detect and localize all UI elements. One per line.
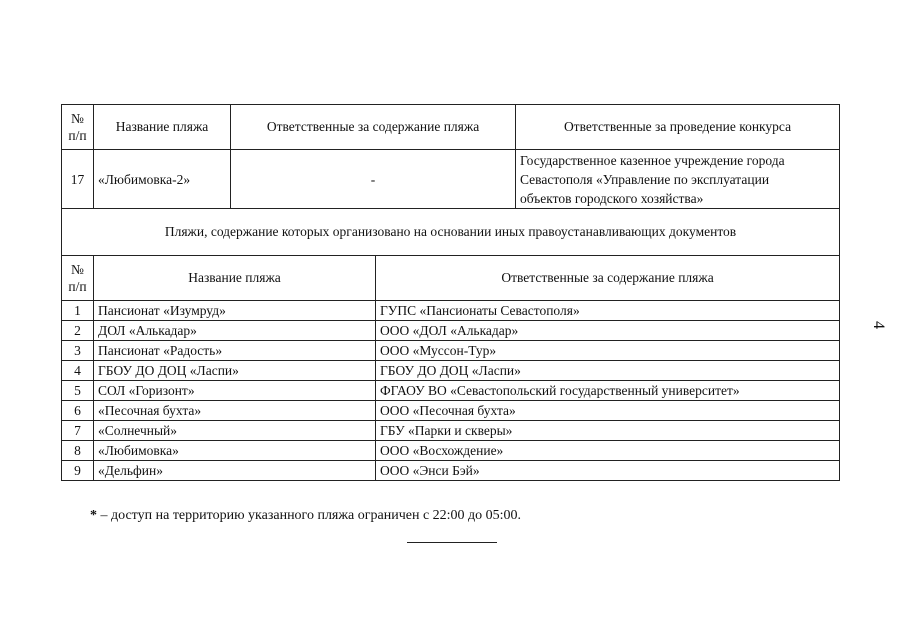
footnote-text: – доступ на территорию указанного пляжа ограничен с 22:00 до 05:00. [97, 508, 522, 523]
beaches-table [61, 104, 840, 481]
table-row [62, 150, 840, 209]
table-row [62, 421, 840, 441]
table-row [62, 461, 840, 481]
row-num: 6 [62, 401, 94, 421]
beach-name: ДОЛ «Алькадар» [94, 321, 376, 341]
responsible-cell: ООО «Восхождение» [376, 441, 840, 461]
beach-name: «Любимовка-2» [94, 150, 231, 209]
contest-line2: Севастополя «Управление по эксплуатации [520, 171, 770, 187]
beach-name: «Дельфин» [94, 461, 376, 481]
num-header-line1: № [71, 262, 84, 277]
row-num: 3 [62, 341, 94, 361]
beach-name: «Любимовка» [94, 441, 376, 461]
contest-line1: Государственное казенное учреждение города [520, 152, 785, 168]
beach-name: «Солнечный» [94, 421, 376, 441]
num-header [62, 256, 94, 301]
responsible-cell: ООО «Муссон-Тур» [376, 341, 840, 361]
contest-header: Ответственные за проведение конкурса [516, 105, 840, 150]
section-title: Пляжи, содержание которых организовано на основании иных правоустанавливающих документов [62, 209, 840, 256]
contest-cell [516, 150, 840, 209]
beach-name: «Песочная бухта» [94, 401, 376, 421]
section-title-row [62, 209, 840, 256]
table2-header-row [62, 256, 840, 301]
responsible-cell: ООО «Песочная бухта» [376, 401, 840, 421]
name-header: Название пляжа [94, 256, 376, 301]
table-row [62, 341, 840, 361]
table-row [62, 401, 840, 421]
row-num: 17 [62, 150, 94, 209]
beach-name: Пансионат «Радость» [94, 341, 376, 361]
table-row [62, 441, 840, 461]
responsible-cell: - [231, 150, 516, 209]
table-row [62, 301, 840, 321]
responsible-cell: ООО «ДОЛ «Алькадар» [376, 321, 840, 341]
row-num: 4 [62, 361, 94, 381]
contest-line3: объектов городского хозяйства» [520, 190, 704, 206]
row-num: 9 [62, 461, 94, 481]
beach-name: СОЛ «Горизонт» [94, 381, 376, 401]
row-num: 5 [62, 381, 94, 401]
table-row [62, 321, 840, 341]
num-header-line2: п/п [68, 279, 87, 294]
row-num: 8 [62, 441, 94, 461]
footnote [90, 508, 521, 524]
beach-name: Пансионат «Изумруд» [94, 301, 376, 321]
num-header-line2: п/п [68, 128, 87, 143]
responsible-cell: ГУПС «Пансионаты Севастополя» [376, 301, 840, 321]
beach-name: ГБОУ ДО ДОЦ «Ласпи» [94, 361, 376, 381]
row-num: 1 [62, 301, 94, 321]
responsible-cell: ГБУ «Парки и скверы» [376, 421, 840, 441]
table-row [62, 381, 840, 401]
page-number: 4 [870, 321, 887, 329]
responsible-cell: ГБОУ ДО ДОЦ «Ласпи» [376, 361, 840, 381]
name-header: Название пляжа [94, 105, 231, 150]
responsible-cell: ФГАОУ ВО «Севастопольский государственный университет» [376, 381, 840, 401]
num-header-line1: № [71, 111, 84, 126]
table1-header-row [62, 105, 840, 150]
table-row [62, 361, 840, 381]
row-num: 7 [62, 421, 94, 441]
responsible-header: Ответственные за содержание пляжа [376, 256, 840, 301]
responsible-header: Ответственные за содержание пляжа [231, 105, 516, 150]
responsible-cell: ООО «Энси Бэй» [376, 461, 840, 481]
divider [407, 542, 497, 543]
num-header [62, 105, 94, 150]
row-num: 2 [62, 321, 94, 341]
footnote-star: * [90, 508, 97, 523]
